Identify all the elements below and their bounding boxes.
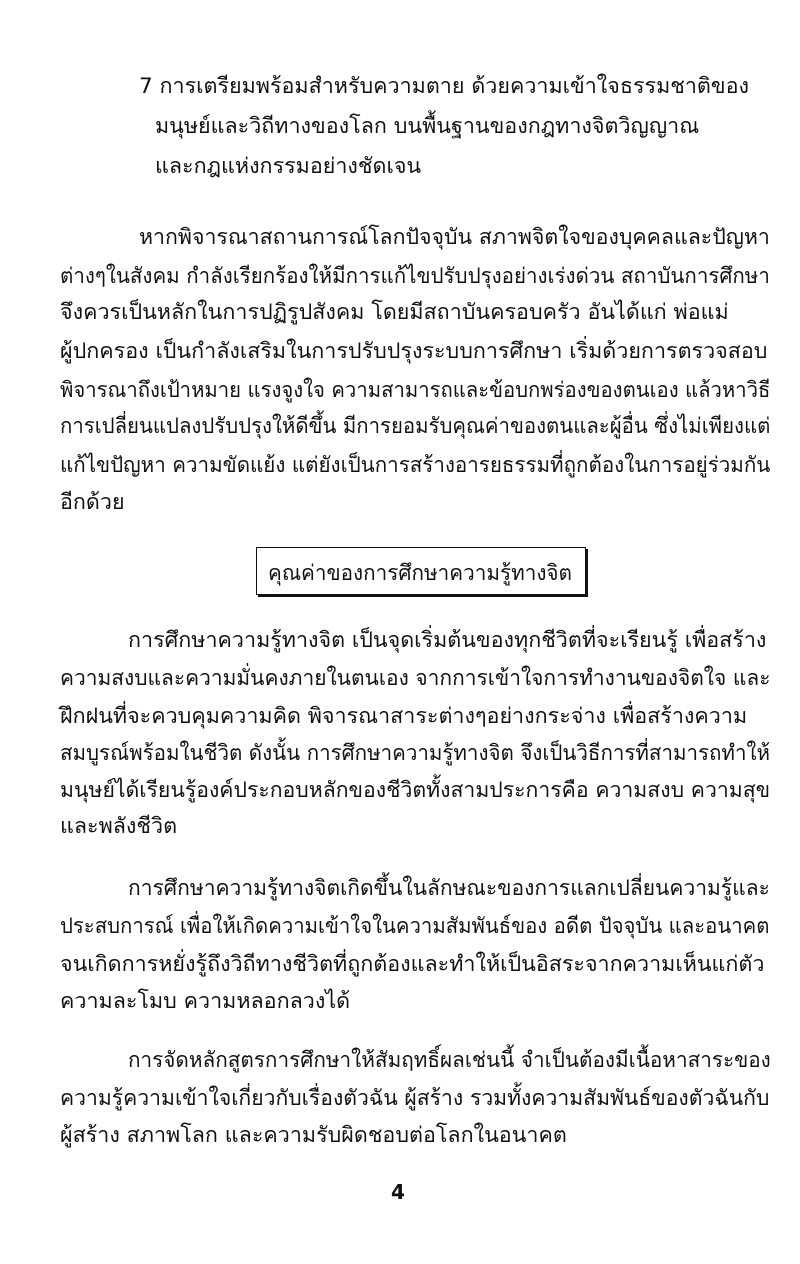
paragraph-line: การจัดหลักสูตรการศึกษาให้สัมฤทธิ์ผลเช่นนี้ จำเป็นต้องมีเนื้อหาสาระของ	[128, 1048, 771, 1073]
paragraph-line: หากพิจารณาสถานการณ์โลกปัจจุบัน สภาพจิตใจของบุคคลและปัญหา	[139, 225, 770, 250]
paragraph-line: จึงควรเป็นหลักในการปฏิรูปสังคม โดยมีสถาบันครอบครัว อันได้แก่ พ่อแม่	[60, 300, 729, 325]
paragraph-line: การเปลี่ยนแปลงปรับปรุงให้ดีขึ้น มีการยอมรับคุณค่าของตนและผู้อื่น ซึ่งไม่เพียงแต่	[60, 414, 771, 439]
paragraph-line: ฝึกฝนที่จะควบคุมความคิด พิจารณาสาระต่างๆอย่างกระจ่าง เพื่อสร้างความ	[60, 704, 748, 729]
paragraph-line: การศึกษาความรู้ทางจิต เป็นจุดเริ่มต้นของทุกชีวิตที่จะเรียนรู้ เพื่อสร้าง	[128, 628, 767, 653]
paragraph-line: พิจารณาถึงเป้าหมาย แรงจูงใจ ความสามารถและข้อบกพร่องของตนเอง แล้วหาวิธี	[60, 378, 771, 403]
paragraph-line: ผู้ปกครอง เป็นกำลังเสริมในการปรับปรุงระบบการศึกษา เริ่มด้วยการตรวจสอบ	[60, 339, 768, 364]
item7-line-2: มนุษย์และวิถีทางของโลก บนพื้นฐานของกฎทางจิตวิญญาณ	[155, 114, 700, 139]
paragraph-line: สมบูรณ์พร้อมในชีวิต ดังนั้น การศึกษาความรู้ทางจิต จึงเป็นวิธีการที่สามารถทำให้	[60, 741, 771, 766]
paragraph-line: ผู้สร้าง สภาพโลก และความรับผิดชอบต่อโลกในอนาคต	[60, 1123, 567, 1148]
paragraph-line: ประสบการณ์ เพื่อให้เกิดความเข้าใจในความสัมพันธ์ของ อดีต ปัจจุบัน และอนาคต	[60, 914, 770, 939]
paragraph-line: การศึกษาความรู้ทางจิตเกิดขึ้นในลักษณะของการแลกเปลี่ยนความรู้และ	[128, 876, 770, 901]
paragraph-line: ความละโมบ ความหลอกลวงได้	[60, 989, 351, 1014]
paragraph-line: จนเกิดการหยั่งรู้ถึงวิถีทางชีวิตที่ถูกต้องและทำให้เป็นอิสระจากความเห็นแก่ตัว	[60, 952, 765, 977]
item7-line-1: 7 การเตรียมพร้อมสำหรับความตาย ด้วยความเข้าใจธรรมชาติของ	[139, 74, 749, 99]
paragraph-line: อีกด้วย	[60, 490, 125, 515]
paragraph-line: ความสงบและความมั่นคงภายในตนเอง จากการเข้าใจการทำงานของจิตใจ และ	[60, 666, 771, 691]
paragraph-line: ความรู้ความเข้าใจเกี่ยวกับเรื่องตัวฉัน ผู้สร้าง รวมทั้งความสัมพันธ์ของตัวฉันกับ	[60, 1086, 770, 1111]
page-number: 4	[391, 1180, 405, 1204]
item7-line-3: และกฎแห่งกรรมอย่างชัดเจน	[155, 154, 422, 179]
section-title: คุณค่าของการศึกษาความรู้ทางจิต	[268, 561, 572, 586]
paragraph-line: และพลังชีวิต	[60, 814, 178, 839]
paragraph-line: แก้ไขปัญหา ความขัดแย้ง แต่ยังเป็นการสร้างอารยธรรมที่ถูกต้องในการอยู่ร่วมกัน	[60, 453, 771, 478]
paragraph-line: ต่างๆในสังคม กำลังเรียกร้องให้มีการแก้ไขปรับปรุงอย่างเร่งด่วน สถาบันการศึกษา	[60, 264, 770, 289]
paragraph-line: มนุษย์ได้เรียนรู้องค์ประกอบหลักของชีวิตทั้งสามประการคือ ความสงบ ความสุข	[60, 778, 771, 803]
